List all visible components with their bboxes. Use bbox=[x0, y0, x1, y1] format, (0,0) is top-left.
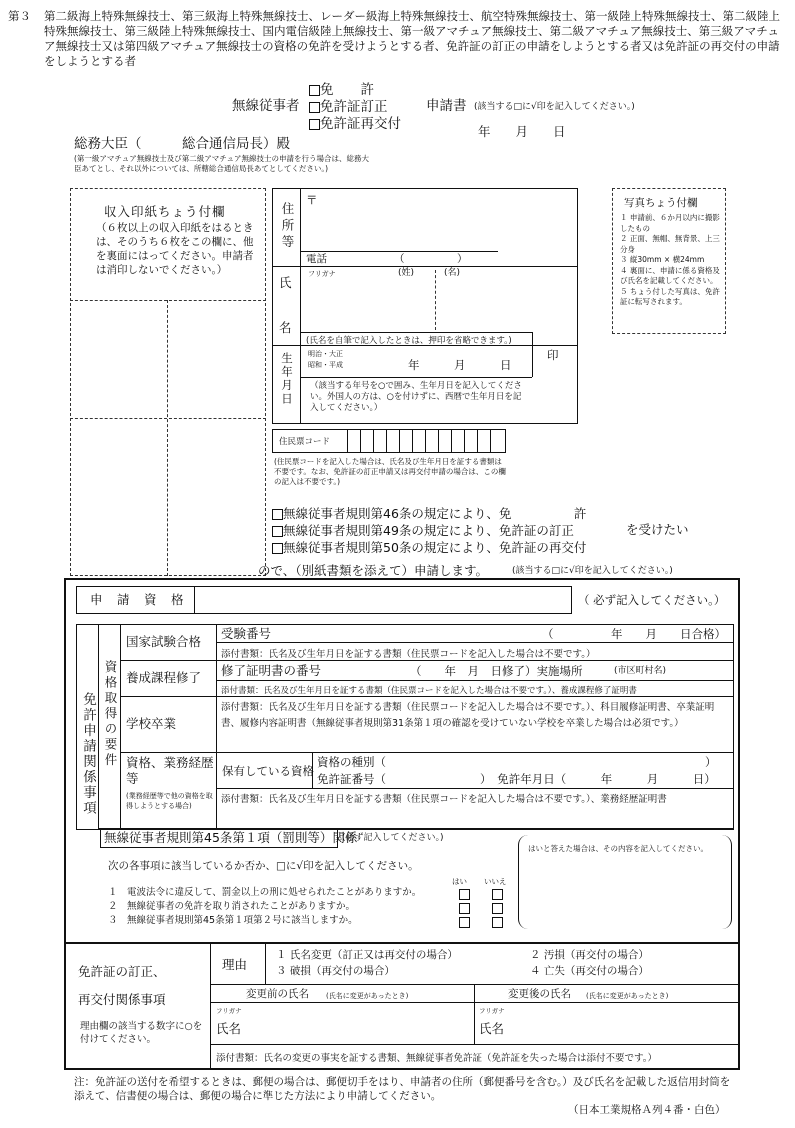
form-intro: 第二級海上特殊無線技士、第三級海上特殊無線技士、レーダー級海上特殊無線技士、航空特殊無線技士、第一級陸上特殊無線技士、第二級陸上特殊無線技士、第三級陸上特殊無線技士、国内電信級陸上無線技士、第一級アマチュア無線技士、第二級アマチュア無線技士、第三級アマチュア無線技士又は第四級アマチュア無線技士の資格の免許を受けようとする者、免許証の訂正の申請をしようとする者又は免許証の再交付の申請をしようとする者 bbox=[44, 9, 780, 68]
before-name-note: (氏名に変更があったとき) bbox=[326, 992, 409, 1000]
course-cert-label: 修了証明書の番号 bbox=[221, 663, 322, 678]
requirement-label: 資格取得の要件 bbox=[103, 660, 118, 769]
license-date[interactable]: ） 免許年月日（ 年 月 日） bbox=[480, 772, 716, 786]
name-label-2: 名 bbox=[279, 320, 292, 335]
yes-checkboxes[interactable] bbox=[459, 887, 470, 929]
application-date[interactable]: 年 月 日 bbox=[478, 124, 566, 139]
no-label: いいえ bbox=[484, 877, 507, 886]
photo-title: 写真ちょう付欄 bbox=[624, 197, 698, 209]
checkbox[interactable] bbox=[309, 102, 320, 113]
course-label: 養成課程修了 bbox=[126, 670, 202, 685]
after-name-note: (氏名に変更があったとき) bbox=[586, 992, 669, 1000]
request-closing: ので、（別紙書類を添えて）申請します。 bbox=[258, 563, 489, 578]
correction-attachments: 添付書類：氏名の変更の事実を証する書類、無線従事者免許証（免許証を失った場合は添付不要です。） bbox=[216, 1053, 657, 1064]
furigana-label: フリガナ bbox=[308, 270, 336, 278]
article45-note: (必ず記入してください。) bbox=[342, 833, 444, 843]
license-side-label: 免許申請関係事項 bbox=[80, 692, 96, 816]
address-label: 住所等 bbox=[280, 202, 295, 252]
after-name-field[interactable]: 氏名 bbox=[479, 1021, 505, 1036]
request-rule50[interactable]: 無線従事者規則第50条の規定により、免許証の再交付 bbox=[272, 539, 586, 556]
held-license-label: 保有している資格 bbox=[222, 764, 314, 778]
license-type-end: ） bbox=[705, 755, 717, 769]
before-furigana: フリガナ bbox=[216, 1007, 242, 1015]
birth-label: 生年月日 bbox=[280, 352, 294, 406]
details-note: はいと答えた場合は、その内容を記入してください。 bbox=[528, 844, 708, 853]
checkbox[interactable] bbox=[309, 119, 320, 130]
before-name-label: 変更前の氏名 bbox=[246, 988, 309, 1000]
reason-3[interactable]: ３ 破損（再交付の場合） bbox=[276, 965, 395, 977]
title-options bbox=[309, 82, 401, 133]
phone-input[interactable]: （ ） bbox=[394, 253, 468, 265]
option-reissue[interactable]: 免許証再交付 bbox=[309, 116, 401, 133]
birth-note: （該当する年号を○で囲み、生年月日を記入してください。外国人の方は、○を付けずに、西暦で生年月日を記入してください。） bbox=[310, 381, 522, 413]
correction-instruction: 理由欄の該当する数字に○を付けてください。 bbox=[80, 1021, 203, 1045]
reason-4[interactable]: ４ 亡失（再交付の場合） bbox=[530, 965, 649, 977]
license-number[interactable]: 免許証番号（ bbox=[317, 772, 386, 786]
request-closing-note: (該当する□に√印を記入してください。) bbox=[512, 566, 673, 576]
photo-instructions: １ 申請前、６か月以内に撮影したもの ２ 正面、無帽、無背景、上三分身 ３ 縦30mm × 横24mm ４ 裏面に、申請に係る資格及び氏名を記載してください。 ５ ちょう付した写真は、免許証に転写されます。 bbox=[620, 213, 720, 306]
career-attachments: 添付書類：氏名及び生年月日を証する書類（住民票コードを記入した場合は不要です。）、業務経歴証明書 bbox=[221, 794, 667, 805]
qualification-label: 申 請 資 格 bbox=[90, 592, 185, 607]
after-name-label: 変更後の氏名 bbox=[508, 988, 571, 1000]
request-want: を受けたい bbox=[626, 522, 689, 537]
reason-2[interactable]: ２ 汚損（再交付の場合） bbox=[530, 949, 649, 961]
name-input[interactable] bbox=[306, 282, 570, 328]
national-exam-label: 国家試験合格 bbox=[126, 634, 202, 649]
paper-spec: （日本工業規格Ａ列４番・白色） bbox=[568, 1104, 726, 1116]
checkbox[interactable] bbox=[272, 543, 283, 554]
name-label-1: 氏 bbox=[279, 275, 292, 290]
school-label: 学校卒業 bbox=[126, 716, 177, 731]
surname-label: (姓) bbox=[398, 268, 415, 278]
title-note: (該当する□に√印を記入してください。) bbox=[474, 102, 635, 112]
exam-date[interactable]: （ 年 月 日合格） bbox=[542, 627, 726, 641]
checkbox[interactable] bbox=[309, 85, 320, 96]
address-input[interactable] bbox=[320, 194, 570, 244]
exam-attachments: 添付書類：氏名及び生年月日を証する書類（住民票コードを記入した場合は不要です。） bbox=[221, 649, 596, 660]
resident-code-label: 住民票コード bbox=[279, 437, 331, 447]
stamp-divider bbox=[70, 418, 266, 419]
career-note: (業務経歴等で他の資格を取得しようとする場合) bbox=[126, 792, 213, 810]
career-label: 資格、業務経歴等 bbox=[126, 755, 214, 786]
era-options[interactable]: 明治・大正 昭和・平成 bbox=[308, 350, 343, 369]
exam-number-label: 受験番号 bbox=[221, 626, 272, 641]
title-suffix: 申請書 bbox=[426, 98, 467, 114]
name-note: (氏名を自筆で記入したときは、押印を省略できます。) bbox=[306, 336, 512, 346]
reason-1[interactable]: １ 氏名変更（訂正又は再交付の場合） bbox=[276, 949, 458, 961]
stamp-title: 収入印紙ちょう付欄 bbox=[104, 204, 226, 219]
before-name-field[interactable]: 氏名 bbox=[216, 1021, 242, 1036]
phone-label: 電話 bbox=[306, 253, 327, 265]
addressee: 総務大臣（ 総合通信局長）殿 bbox=[74, 136, 290, 152]
seal-mark: 印 bbox=[547, 348, 559, 362]
addressee-note: (第一級アマチュア無線技士及び第二級アマチュア無線技士の申請を行う場合は、総務大臣あてとし、それ以外については、所轄総合通信局長あてとしてください。) bbox=[74, 154, 369, 173]
article45-label: 無線従事者規則第45条第１項（罰則等）関係 bbox=[104, 830, 358, 845]
stamp-instructions: （６枚以上の収入印紙をはるときは、そのうち６枚をこの欄に、他を裏面にはってください。申請者は消印しないでください。） bbox=[96, 222, 254, 276]
checkbox[interactable] bbox=[272, 509, 283, 520]
license-type[interactable]: 資格の種別（ bbox=[317, 755, 386, 769]
qualification-note: （ 必ず記入してください。） bbox=[578, 593, 726, 607]
qualification-input[interactable] bbox=[198, 589, 568, 611]
resident-code-note: (住民票コードを記入した場合は、氏名及び生年月日を証する書類は不要です。なお、免許証の訂正申請又は再交付申請の場合は、この欄の記入は不要です。) bbox=[274, 457, 506, 486]
checkbox[interactable] bbox=[272, 526, 283, 537]
footer-note: 注：免許証の送付を希望するときは、郵便の場合は、郵便切手をはり、申請者の住所（郵便番号を含む。）及び氏名を記載した返信用封筒を添えて、信書便の場合は、郵便の場合に準じた方法により申請してください。 bbox=[74, 1076, 731, 1102]
course-attachments: 添付書類：氏名及び生年月日を証する書類（住民票コードを記入した場合は不要です。）、養成課程修了証明書 bbox=[221, 686, 637, 696]
course-place-note: (市区町村名) bbox=[614, 666, 667, 676]
request-rule49[interactable]: 無線従事者規則第49条の規定により、免許証の訂正 bbox=[272, 522, 586, 539]
resident-code-cells[interactable] bbox=[347, 430, 503, 452]
yes-label: はい bbox=[452, 877, 467, 886]
request-options bbox=[272, 505, 586, 556]
question-intro: 次の各事項に該当しているか否か、□に√印を記入してください。 bbox=[108, 860, 419, 872]
after-furigana: フリガナ bbox=[479, 1007, 505, 1015]
title-prefix: 無線従事者 bbox=[232, 98, 300, 114]
reason-label: 理由 bbox=[222, 957, 248, 972]
given-name-label: (名) bbox=[444, 268, 461, 278]
postal-mark: 〒 bbox=[306, 193, 318, 207]
stamp-divider bbox=[167, 300, 168, 576]
course-date[interactable]: （ 年 月 日修了）実施場所 bbox=[410, 664, 583, 678]
form-number: 第３ bbox=[8, 9, 31, 23]
questions: １ 電波法令に違反して、罰金以上の刑に処せられたことがありますか。 ２ 無線従事者の免許を取り消されたことがありますか。 ３ 無線従事者規則第45条第１項第２号に該当しますか。 bbox=[108, 887, 422, 926]
option-correction[interactable]: 免許証訂正 bbox=[309, 99, 401, 116]
birth-date[interactable]: 年 月 日 bbox=[408, 358, 512, 372]
request-rule46[interactable]: 無線従事者規則第46条の規定により、免 許 bbox=[272, 505, 586, 522]
stamp-divider bbox=[70, 300, 266, 301]
no-checkboxes[interactable] bbox=[492, 887, 503, 929]
option-license[interactable]: 免 許 bbox=[309, 82, 401, 99]
correction-label: 免許証の訂正、 再交付関係事項 bbox=[78, 964, 166, 1007]
school-attachments: 添付書類：氏名及び生年月日を証する書類（住民票コードを記入した場合は不要です。）、科目履修証明書、卒業証明書、履修内容証明書（無線従事者規則第31条第１項の確認を受けていない学校を卒業した場合は必須です。） bbox=[221, 702, 715, 729]
